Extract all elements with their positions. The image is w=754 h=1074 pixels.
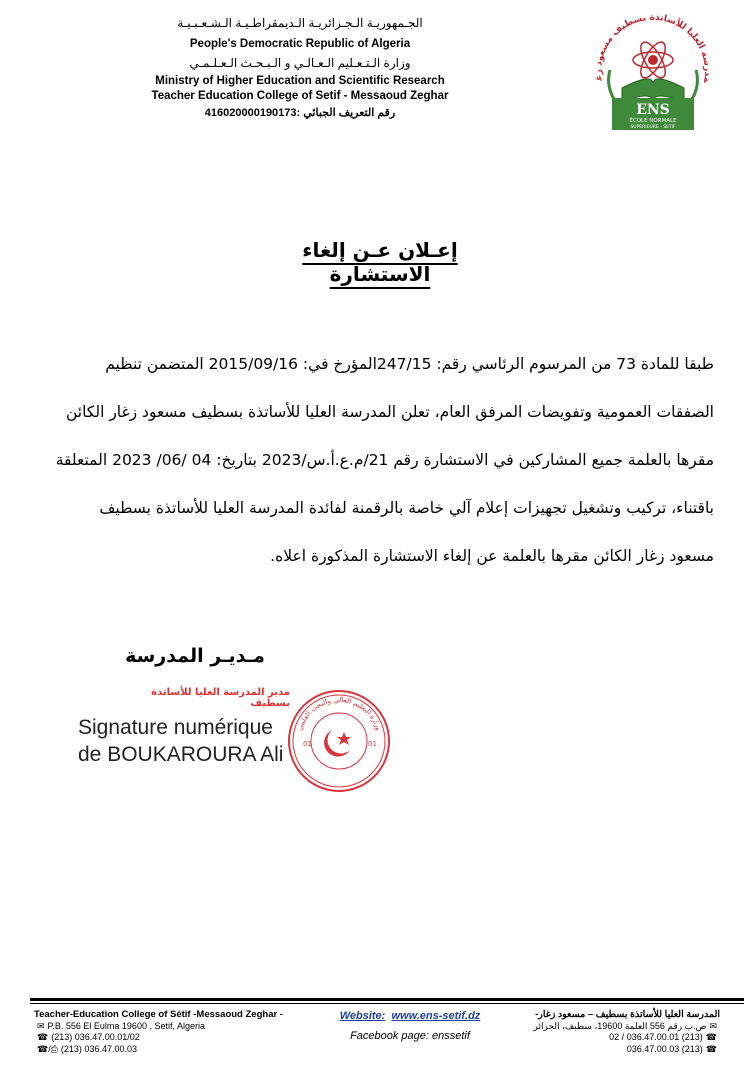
logo-banner: ENS	[636, 102, 670, 118]
body-line: باقتناء، تركيب وتشغيل تجهيزات إعلام آلي خاصة بالرقمنة لفائدة المدرسة العليا للأساتذة بسطيف	[99, 499, 714, 517]
footer-right	[500, 1009, 720, 1055]
official-stamp	[286, 688, 392, 794]
header-tax-id: رقم التعريف الجبائي :416020000190173	[204, 107, 396, 119]
header-en-college: Teacher Education College of Setif - Messaoud Zeghar	[151, 90, 449, 102]
logo-arc-text: مدرسة العليا للأساتذة بسطيف مسعود زغ	[593, 12, 713, 84]
footer-left	[34, 1009, 324, 1055]
footer-right-address: ص.ب رقم 556 العلمة 19600، سطيف، الجزائر	[533, 1020, 707, 1031]
stamp-ring-text: وزارة التعليم العالي والبحث العلمي	[295, 695, 383, 732]
phone-icon: ☎	[705, 1032, 717, 1042]
logo-sub2: SUPÉRIEURE - SETIF	[630, 125, 676, 130]
footer-right-name: المدرسة العليا للأساتذة بسطيف – مسعود زغار-	[535, 1009, 720, 1020]
footer-right-phone: (213) 036.47.00.01 / 02	[609, 1032, 703, 1042]
announcement-body	[40, 340, 714, 580]
fax-icon: ☎/⎙	[37, 1043, 58, 1054]
digital-signature	[78, 714, 283, 768]
logo-sub1: ÉCOLE NORMALE	[629, 118, 677, 124]
footer-left-name: Teacher-Education College of Sétif -Messaoud Zeghar -	[34, 1009, 283, 1020]
signature-stamp-header: مدير المدرسة العليا للأساتذة بسطيف	[151, 687, 290, 709]
signature-line-1: Signature numérique	[78, 716, 273, 739]
body-line: مسعود زغار الكائن مقرها بالعلمة عن إلغاء الاستشارة المذكورة اعلاه.	[270, 547, 714, 565]
website-label: Website:	[339, 1010, 386, 1022]
header-en-republic: People's Democratic Republic of Algeria	[189, 38, 411, 50]
fax-icon: ☎	[705, 1043, 717, 1054]
facebook-page: Facebook page: enssetif	[350, 1030, 470, 1042]
svg-text:المدرسة العليا للأساتذة بسطيف	[582, 10, 712, 85]
header-ar-republic: الجـمهوريـة الـجـزائريـة الـديمقراطـيـة الـشـعـبـيـة	[177, 16, 423, 30]
mail-icon: ✉	[709, 1020, 717, 1031]
footer-left-address: P.B. 556 El Eulma 19600 , Setif, Algeria	[47, 1020, 205, 1031]
footer-rule	[30, 998, 744, 1001]
body-line: طبقا للمادة 73 من المرسوم الرئاسي رقم: 247/15المؤرخ في: 2015/09/16 المتضمن تنظيم	[105, 355, 714, 373]
director-title: مـديـر المدرسة	[125, 645, 265, 667]
mail-icon: ✉	[37, 1020, 45, 1031]
header-en-ministry: Ministry of Higher Education and Scientific Research	[155, 75, 445, 87]
stamp-code-left: 01	[303, 740, 312, 748]
footer-left-fax: (213) 036.47.00.03	[60, 1043, 137, 1054]
footer-right-fax: (213) 036.47.00.03	[626, 1043, 703, 1054]
header-ar-ministry: وزارة الـتـعـليم الـعـالـي و الـبـحـث الـعـلـمـي	[189, 56, 411, 70]
footer-rule-thin	[30, 1003, 744, 1004]
body-line: الصفقات العمومية وتفويضات المرفق العام، تعلن المدرسة العليا للأساتذة بسطيف مسعود زغار الكائن	[65, 403, 714, 421]
signature-line-2: de BOUKAROURA Ali	[78, 743, 284, 766]
footer-middle	[330, 1006, 490, 1046]
website-link[interactable]: www.ens-setif.dz	[391, 1010, 481, 1022]
announcement-title: إعـلان عـن إلغاء الاستشارة	[302, 238, 458, 286]
footer-left-phone: (213) 036.47.00.01/02	[51, 1032, 140, 1042]
stamp-code-right: 01	[368, 740, 377, 748]
body-line: مقرها بالعلمة جميع المشاركين في الاستشارة رقم 21/م.ع.أ.س/2023 بتاريخ: 04 /06/ 2023 المتعلقة	[55, 451, 714, 469]
phone-icon: ☎	[37, 1032, 49, 1042]
ens-logo	[582, 10, 724, 134]
